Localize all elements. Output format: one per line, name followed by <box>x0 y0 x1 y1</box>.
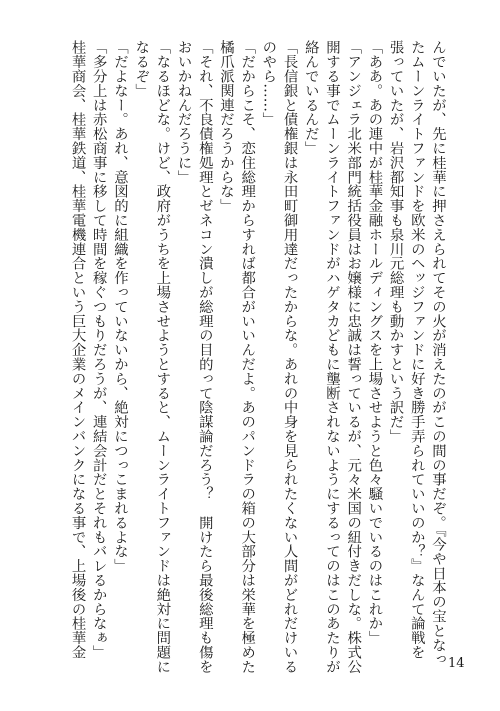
text-line: 「長信銀と債権銀は永田町御用達だったからな。あれの中身を見られたくない人間がどれだけいる <box>281 40 298 674</box>
text-line: 桂華商会、桂華鉄道、桂華電機連合という巨大企業のメインバンクになる事で、上場後の桂華金 <box>69 40 86 660</box>
text-line: 「なるほどな。けど、政府がうちを上場させようとすると、ムーンライトファンドは絶対に問題に <box>154 40 171 674</box>
text-line: 「多分上は赤松商事に移して時間を稼ぐつもりだろうが、連結会計だとそれもバレるからなぁ」 <box>90 40 107 660</box>
text-line: 「だよなー。あれ、意図的に組織を作っていないから、絶対につっこまれるよな」 <box>111 40 128 573</box>
text-line: なるぞ」 <box>133 40 150 98</box>
text-line: 橘爪派関連だろうからな」 <box>217 40 234 213</box>
text-line: 「アンジェラ北米部門統括役員はお嬢様に忠誠は誓っているが、元々米国の紐付きだしな。株式公 <box>345 40 362 674</box>
text-line: 絡んでいるんだ」 <box>302 40 319 156</box>
text-line: たムーンライトファンドを欧米のヘッジファンドに好き勝手弄られていいのか？』なんて論戦を <box>408 40 425 660</box>
text-line: 「それ、不良債権処理とゼネコン潰しが総理の目的って陰謀論だろう？ 開けたら最後総理も傷を <box>196 40 213 674</box>
vertical-body-text <box>66 40 448 674</box>
text-line: おいかねんだろうに」 <box>175 40 192 184</box>
text-line: 張っていたが、岩沢都知事も泉川元総理も動かすという訳だ」 <box>387 40 404 444</box>
text-line: んでいたが、先に桂華に押さえられてその火が消えたのがこの間の事だぞ。『今や日本の宝となっ <box>430 40 446 667</box>
text-line: のやら……」 <box>260 40 277 127</box>
text-line: 開する事でムーンライトファンドがハゲタカどもに壟断されないようにするってのはこのあたりが <box>323 40 340 674</box>
page-number: 14 <box>448 656 465 671</box>
text-line: 「ああ。あの連中が桂華金融ホールディングスを上場させようと色々騒いでいるのはこれか」 <box>366 40 383 645</box>
text-line: 「だからこそ、恋住総理からすれば都合がいいんだよ。あのパンドラの箱の大部分は栄華を極めた <box>239 40 256 674</box>
